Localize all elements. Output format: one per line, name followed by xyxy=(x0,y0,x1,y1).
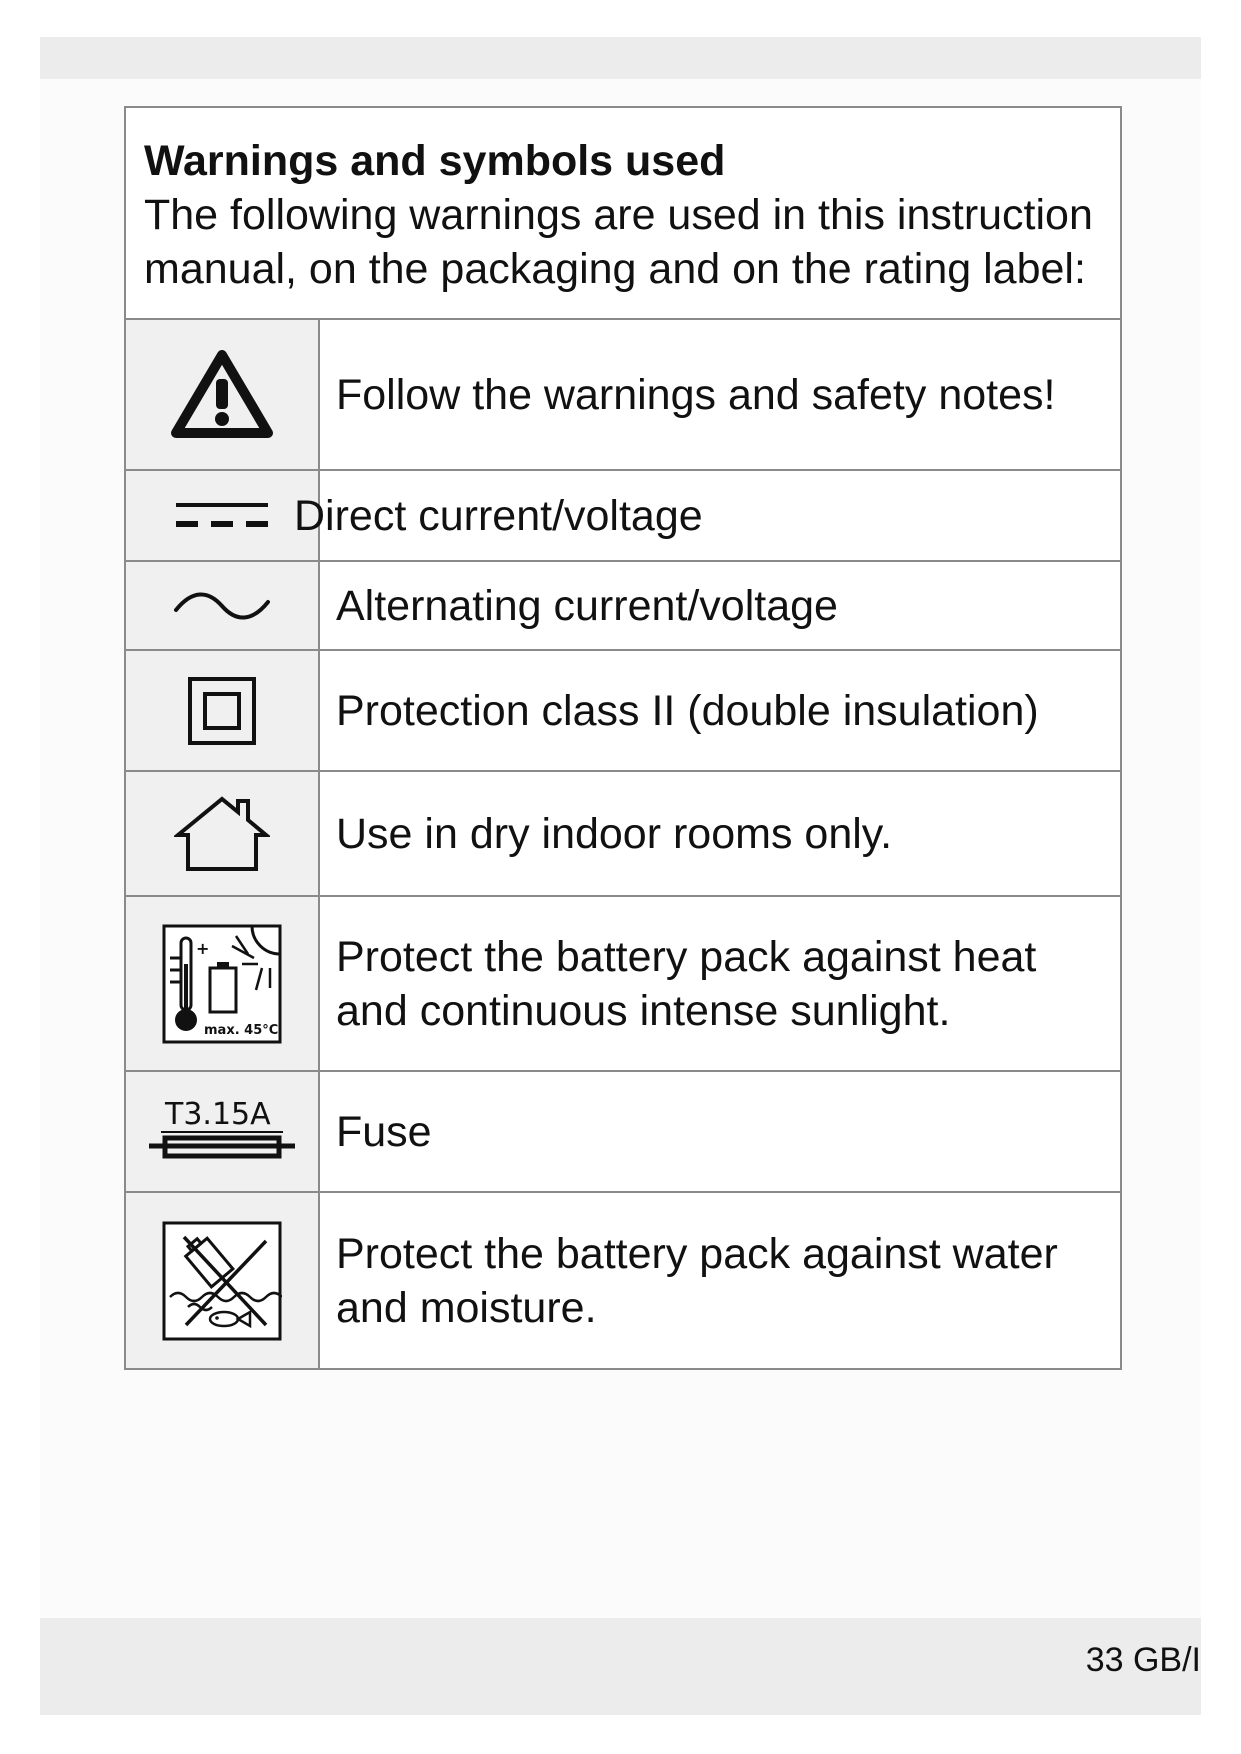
symbol-cell xyxy=(126,562,320,649)
symbol-cell xyxy=(126,651,320,770)
heat-sunlight-icon xyxy=(162,924,282,1044)
svg-text:+: + xyxy=(196,938,210,958)
section-intro: The following warnings are used in this instruction manual, on the packaging and on the rating label: xyxy=(144,191,1093,293)
symbol-row xyxy=(126,772,1120,897)
row-text: Protect the battery pack against heat and continuous intense sunlight. xyxy=(336,932,1037,1035)
bottom-band xyxy=(40,1618,1201,1715)
symbol-row xyxy=(126,320,1120,471)
fuse-icon xyxy=(147,1092,297,1172)
symbol-row xyxy=(126,471,1120,562)
symbol-description xyxy=(320,562,1120,649)
page-number: 33 GB/I xyxy=(1085,1641,1201,1679)
symbol-row xyxy=(126,897,1120,1072)
symbol-description xyxy=(320,772,1120,895)
heat-limit-label: max. 45°C xyxy=(204,1022,279,1038)
symbol-cell xyxy=(126,1072,320,1191)
water-moisture-icon xyxy=(162,1221,282,1341)
row-text: Protection class II (double insulation) xyxy=(336,686,1039,735)
alternating-current-icon xyxy=(172,588,272,624)
table-header xyxy=(126,108,1120,320)
symbol-row xyxy=(126,1072,1120,1193)
symbol-description xyxy=(294,471,1120,560)
top-band xyxy=(40,37,1201,79)
symbol-cell xyxy=(126,897,320,1070)
row-text: Alternating current/voltage xyxy=(336,581,838,630)
symbol-cell xyxy=(126,1193,320,1368)
fuse-rating-label: T3.15A xyxy=(165,1096,271,1132)
symbol-description xyxy=(320,897,1120,1070)
protection-class-ii-icon xyxy=(187,676,257,746)
symbol-description xyxy=(320,1072,1120,1191)
section-title: Warnings and symbols used xyxy=(144,137,726,185)
symbol-row xyxy=(126,651,1120,772)
symbol-description xyxy=(320,1193,1120,1368)
row-text: Direct current/voltage xyxy=(294,491,703,540)
symbol-row xyxy=(126,1193,1120,1368)
symbol-cell xyxy=(126,471,320,560)
direct-current-icon xyxy=(174,499,270,533)
indoor-house-icon xyxy=(174,795,270,873)
row-text: Use in dry indoor rooms only. xyxy=(336,809,893,858)
symbol-cell xyxy=(126,320,320,469)
warnings-table xyxy=(124,106,1122,1370)
row-text: Follow the warnings and safety notes! xyxy=(336,370,1056,419)
row-text: Protect the battery pack against water and moisture. xyxy=(336,1229,1058,1332)
warning-triangle-icon xyxy=(170,349,274,441)
symbol-row xyxy=(126,562,1120,651)
symbol-description xyxy=(320,320,1120,469)
symbol-cell xyxy=(126,772,320,895)
row-text: Fuse xyxy=(336,1107,432,1156)
symbol-description xyxy=(320,651,1120,770)
